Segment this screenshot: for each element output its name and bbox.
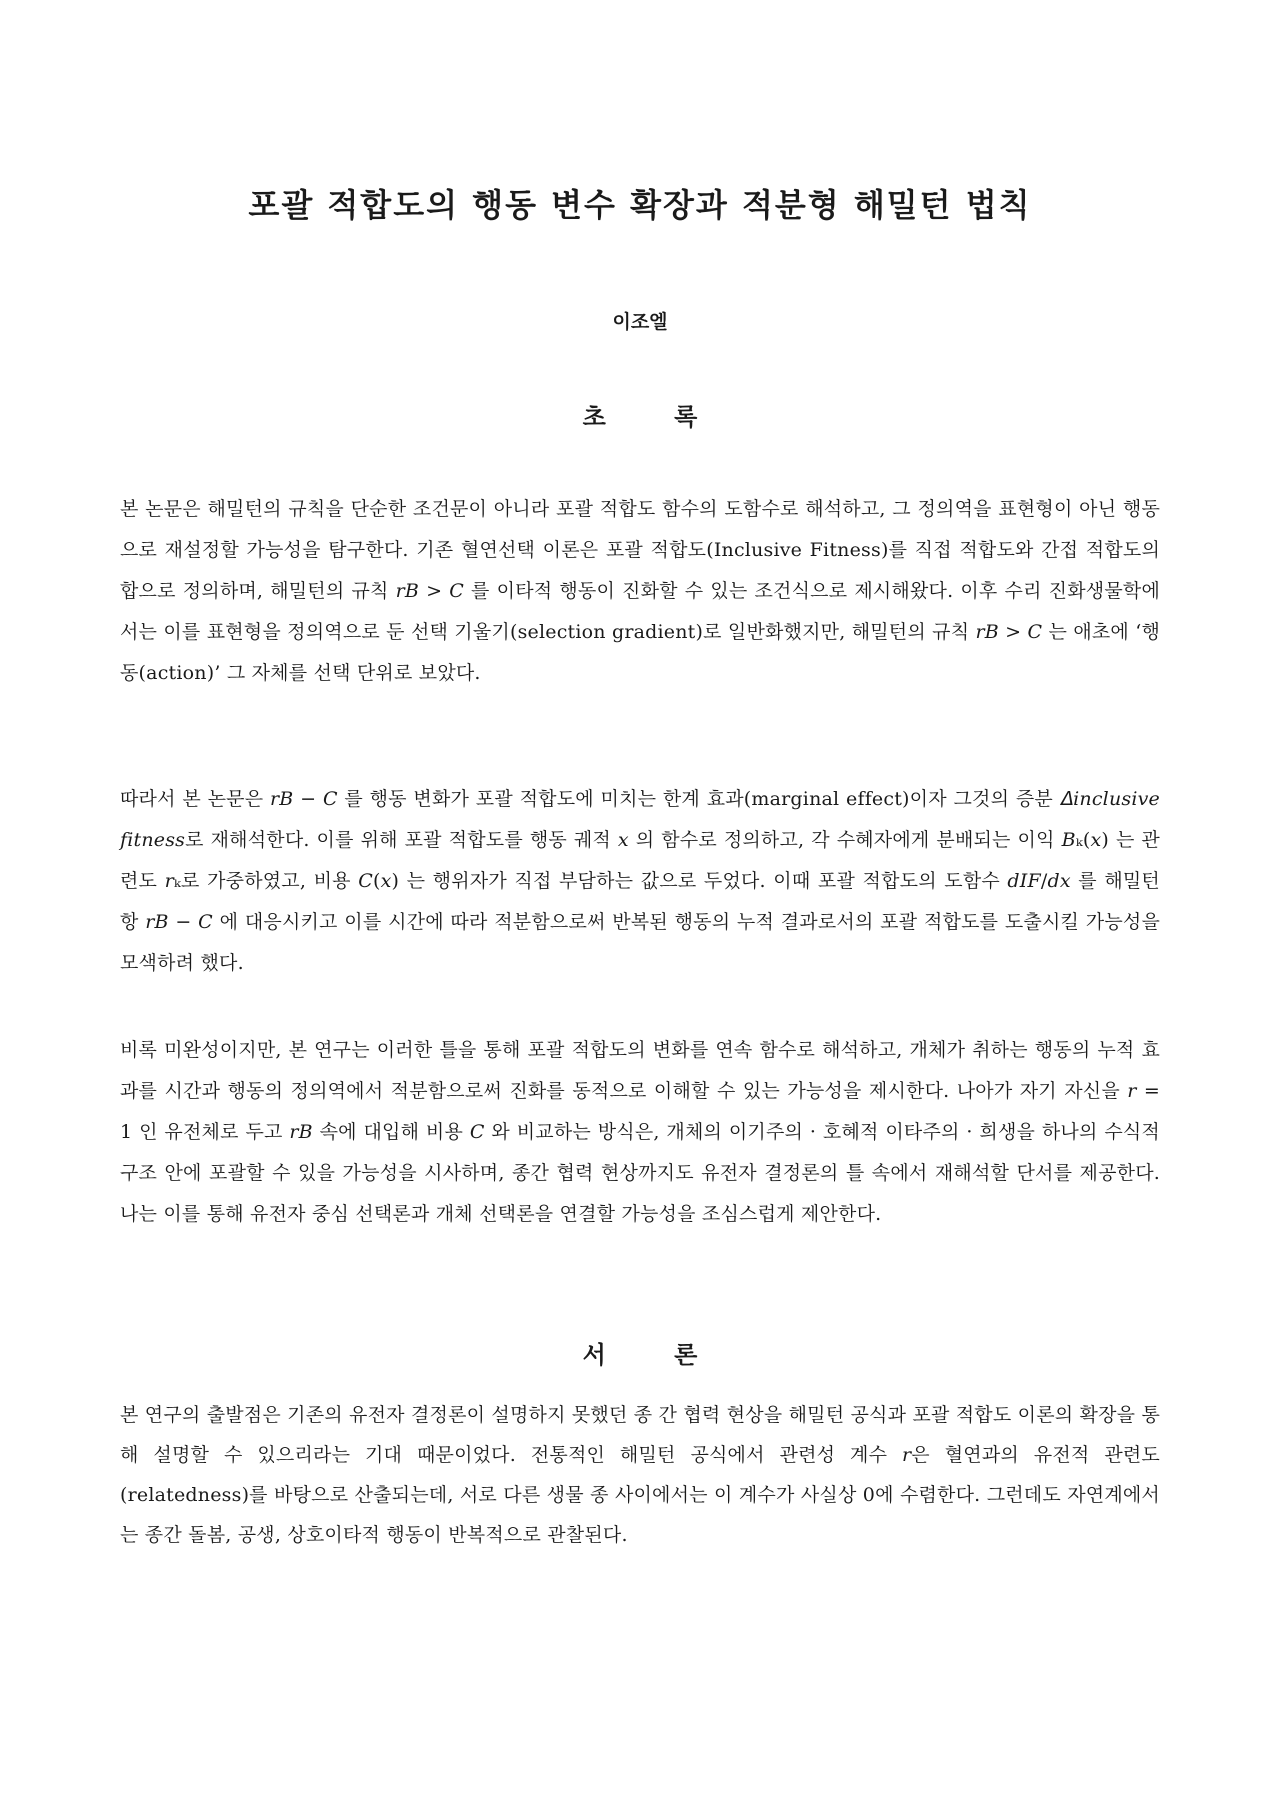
abstract-paragraph: 비록 미완성이지만, 본 연구는 이러한 틀을 통해 포괄 적합도의 변화를 연속 함수로 해석하고, 개체가 취하는 행동의 누적 효과를 시간과 행동의 정의역에서 적분함으로써 진화를 동적으로 이해할 수 있는 가능성을 제시한다. 나아가 자기 자신을 𝑟 = 1 인 유전체로 두고 𝑟𝐵 속에 대입해 비용 𝐶 와 비교하는 방식은, 개체의 이기주의 · 호혜적 이타주의 · 희생을 하나의 수식적 구조 안에 포괄할 수 있을 가능성을 시사하며, 종간 협력 현상까지도 유전자 결정론의 틀 속에서 재해석할 단서를 제공한다. 나는 이를 통해 유전자 중심 선택론과 개체 선택론을 연결할 가능성을 조심스럽게 제안한다. xyxy=(120,1039,1160,1225)
abstract-heading: 초 록 xyxy=(582,403,728,431)
paper-title: 포괄 적합도의 행동 변수 확장과 적분형 해밀턴 법칙 xyxy=(248,186,1032,224)
introduction-paragraph: 본 연구의 출발점은 기존의 유전자 결정론이 설명하지 못했던 종 간 협력 현상을 해밀턴 공식과 포괄 적합도 이론의 확장을 통해 설명할 수 있으리라는 기대 때문이었다. 전통적인 해밀턴 공식에서 관련성 계수 𝑟은 혈연과의 유전적 관련도(relatedness)를 바탕으로 산출되는데, 서로 다른 생물 종 사이에서는 이 계수가 사실상 0에 수렴한다. 그런데도 자연계에서는 종간 돌봄, 공생, 상호이타적 행동이 반복적으로 관찰된다. xyxy=(120,1404,1161,1546)
introduction-heading: 서 론 xyxy=(582,1341,728,1369)
author-name: 이조엘 xyxy=(612,311,668,333)
abstract-paragraph: 본 논문은 해밀턴의 규칙을 단순한 조건문이 아니라 포괄 적합도 함수의 도함수로 해석하고, 그 정의역을 표현형이 아닌 행동으로 재설정할 가능성을 탐구한다. 기존 혈연선택 이론은 포괄 적합도(Inclusive Fitness)를 직접 적합도와 간접 적합도의 합으로 정의하며, 해밀턴의 규칙 𝑟𝐵 > 𝐶 를 이타적 행동이 진화할 수 있는 조건식으로 제시해왔다. 이후 수리 진화생물학에서는 이를 표현형을 정의역으로 둔 선택 기울기(selection gradient)로 일반화했지만, 해밀턴의 규칙 𝑟𝐵 > 𝐶 는 애초에 ‘행동(action)’ 그 자체를 선택 단위로 보았다. xyxy=(120,498,1161,684)
abstract-paragraph: 따라서 본 논문은 𝑟𝐵 − 𝐶 를 행동 변화가 포괄 적합도에 미치는 한계 효과(marginal effect)이자 그것의 증분 𝛥𝑖𝑛𝑐𝑙𝑢𝑠𝑖𝑣𝑒 𝑓𝑖𝑡𝑛𝑒𝑠𝑠로 재해석한다. 이를 위해 포괄 적합도를 행동 궤적 𝑥 의 함수로 정의하고, 각 수혜자에게 분배되는 이익 𝐵ₖ(𝑥) 는 관련도 𝑟ₖ로 가중하였고, 비용 𝐶(𝑥) 는 행위자가 직접 부담하는 값으로 두었다. 이때 포괄 적합도의 도함수 𝑑𝐼𝐹/𝑑𝑥 를 해밀턴 항 𝑟𝐵 − 𝐶 에 대응시키고 이를 시간에 따라 적분함으로써 반복된 행동의 누적 결과로서의 포괄 적합도를 도출시킬 가능성을 모색하려 했다. xyxy=(120,788,1160,974)
